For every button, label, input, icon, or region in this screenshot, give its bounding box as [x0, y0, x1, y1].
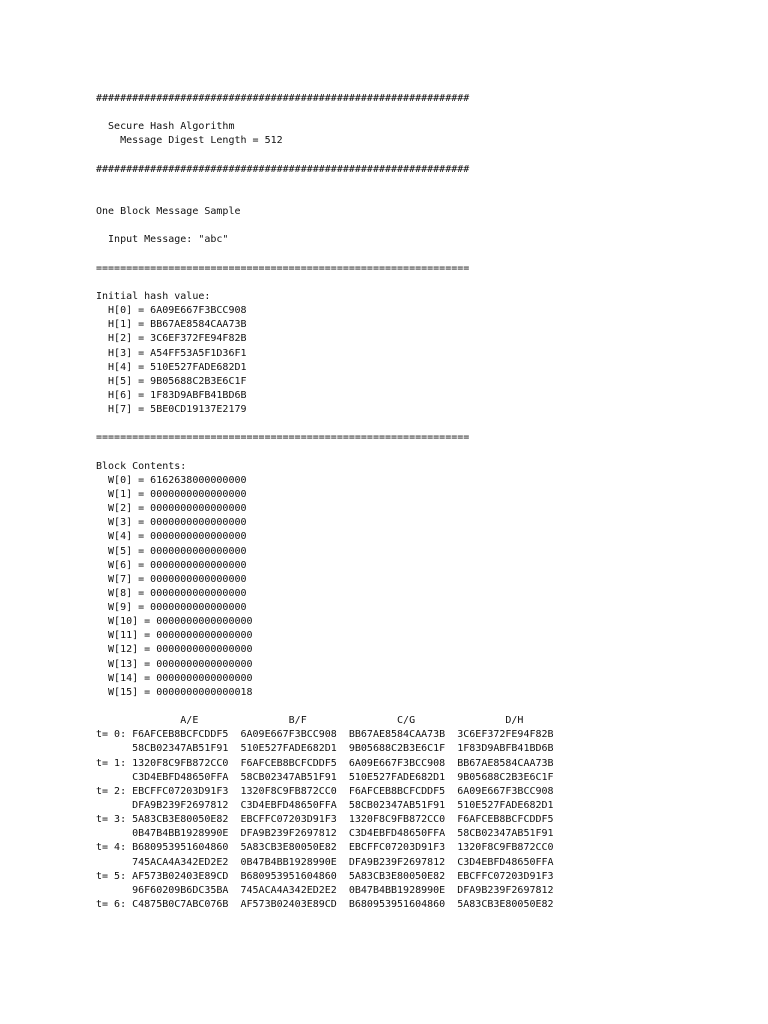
document-line: 0B47B4BB1928990E DFA9B239F2697812 C3D4EBFD48650FFA 58CB02347AB51F91 — [96, 828, 554, 840]
document-line: W[1] = 0000000000000000 — [96, 488, 247, 500]
document-line: 58CB02347AB51F91 510E527FADE682D1 9B05688C2B3E6C1F 1F83D9ABFB41BD6B — [96, 743, 554, 755]
document-line — [96, 417, 554, 431]
document-line: One Block Message Sample — [96, 206, 241, 218]
document-line: Message Digest Length = 512 — [96, 135, 283, 147]
document-line: Block Contents: — [96, 460, 187, 472]
document-line — [96, 149, 554, 163]
document-line: H[4] = 510E527FADE682D1 — [96, 361, 247, 373]
document-line: t= 3: 5A83CB3E80050E82 EBCFFC07203D91F3 1320F8C9FB872CC0 F6AFCEB8BCFCDDF5 — [96, 814, 554, 826]
document-line: H[5] = 9B05688C2B3E6C1F — [96, 375, 247, 387]
document-line: t= 1: 1320F8C9FB872CC0 F6AFCEB8BCFCDDF5 6A09E667F3BCC908 BB67AE8584CAA73B — [96, 757, 554, 769]
document-line: W[6] = 0000000000000000 — [96, 559, 247, 571]
document-line: W[3] = 0000000000000000 — [96, 517, 247, 529]
document-line: t= 2: EBCFFC07203D91F3 1320F8C9FB872CC0 F6AFCEB8BCFCDDF5 6A09E667F3BCC908 — [96, 785, 554, 797]
document-line: ============================================================== — [96, 262, 470, 274]
document-line — [96, 276, 554, 290]
document-line: W[12] = 0000000000000000 — [96, 644, 253, 656]
document-line: t= 6: C4875B0C7ABC076B AF573B02403E89CD B680953951604860 5A83CB3E80050E82 — [96, 899, 554, 911]
document-line: W[4] = 0000000000000000 — [96, 531, 247, 543]
document-line: Input Message: "abc" — [96, 234, 229, 246]
document-line: W[8] = 0000000000000000 — [96, 587, 247, 599]
document-line: H[7] = 5BE0CD19137E2179 — [96, 404, 247, 416]
document-line: W[10] = 0000000000000000 — [96, 616, 253, 628]
document-line: ############################################################## — [96, 163, 470, 175]
document-line: 96F60209B6DC35BA 745ACA4A342ED2E2 0B47B4BB1928990E DFA9B239F2697812 — [96, 884, 554, 896]
document-line — [96, 177, 554, 191]
document-line: H[1] = BB67AE8584CAA73B — [96, 319, 247, 331]
document-line: H[3] = A54FF53A5F1D36F1 — [96, 347, 247, 359]
document-line: Secure Hash Algorithm — [96, 121, 235, 133]
document-line: W[2] = 0000000000000000 — [96, 503, 247, 515]
document-line: W[0] = 6162638000000000 — [96, 474, 247, 486]
document-line: W[14] = 0000000000000000 — [96, 672, 253, 684]
document-line: W[7] = 0000000000000000 — [96, 573, 247, 585]
document-line — [96, 219, 554, 233]
document-line: H[2] = 3C6EF372FE94F82B — [96, 333, 247, 345]
document-line — [96, 248, 554, 262]
document-line: DFA9B239F2697812 C3D4EBFD48650FFA 58CB02347AB51F91 510E527FADE682D1 — [96, 800, 554, 812]
document-line: C3D4EBFD48650FFA 58CB02347AB51F91 510E527FADE682D1 9B05688C2B3E6C1F — [96, 771, 554, 783]
document-line — [96, 446, 554, 460]
document-line: H[0] = 6A09E667F3BCC908 — [96, 305, 247, 317]
document-line: A/E B/F C/G D/H — [96, 715, 524, 727]
document-line: 745ACA4A342ED2E2 0B47B4BB1928990E DFA9B239F2697812 C3D4EBFD48650FFA — [96, 856, 554, 868]
document-line: W[11] = 0000000000000000 — [96, 630, 253, 642]
document-line: W[13] = 0000000000000000 — [96, 658, 253, 670]
document-line: ############################################################## — [96, 93, 470, 104]
document-line — [96, 191, 554, 205]
document-line: t= 5: AF573B02403E89CD B680953951604860 5A83CB3E80050E82 EBCFFC07203D91F3 — [96, 870, 554, 882]
document-line: H[6] = 1F83D9ABFB41BD6B — [96, 389, 247, 401]
document-line: t= 4: B680953951604860 5A83CB3E80050E82 EBCFFC07203D91F3 1320F8C9FB872CC0 — [96, 842, 554, 854]
document-line: W[9] = 0000000000000000 — [96, 602, 247, 614]
document-line: Initial hash value: — [96, 290, 211, 302]
document-line: W[15] = 0000000000000018 — [96, 686, 253, 698]
document-body — [96, 92, 554, 912]
document-line: W[5] = 0000000000000000 — [96, 545, 247, 557]
document-line — [96, 106, 554, 120]
document-line — [96, 700, 554, 714]
document-line: t= 0: F6AFCEB8BCFCDDF5 6A09E667F3BCC908 BB67AE8584CAA73B 3C6EF372FE94F82B — [96, 729, 554, 741]
document-line: ============================================================== — [96, 432, 470, 444]
